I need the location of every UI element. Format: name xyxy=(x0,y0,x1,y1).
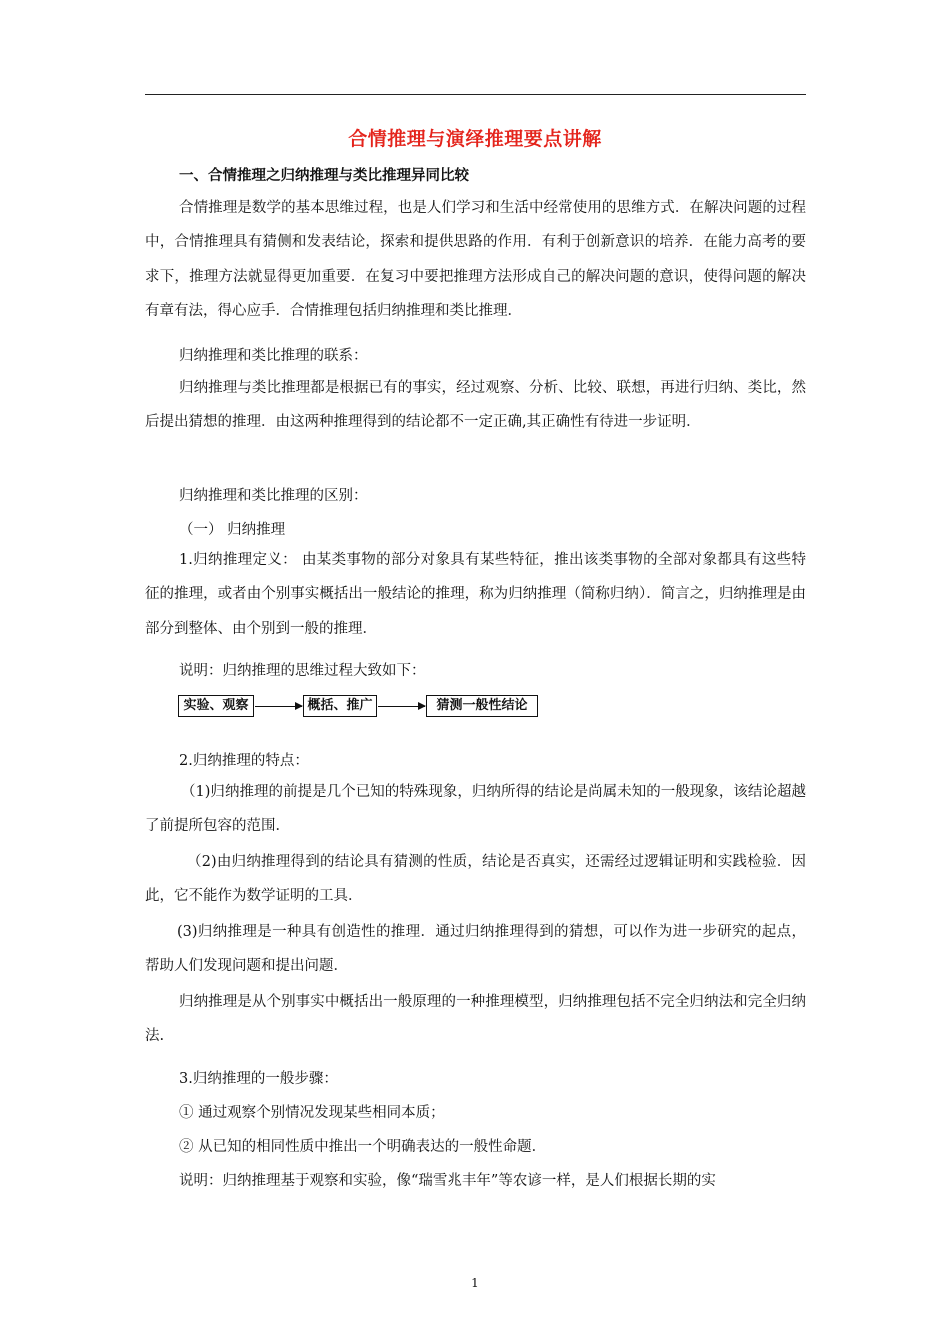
flow-box-generalize: 概括、推广 xyxy=(303,695,377,717)
paragraph-feature-2: （2)由归纳推理得到的结论具有猜测的性质，结论是否真实，还需经过逻辑证明和实践检验．因此，它不能作为数学证明的工具． xyxy=(145,854,806,905)
paragraph-flow-note: 说明：归纳推理的思维过程大致如下： xyxy=(179,663,426,679)
paragraph-model: 归纳推理是从个别事实中概括出一般原理的一种推理模型，归纳推理包括不完全归纳法和完全归纳法. xyxy=(145,994,806,1045)
flow-arrow-2 xyxy=(378,706,425,707)
subsection-heading: （一） 归纳推理 xyxy=(179,522,286,538)
paragraph-steps-heading: 3.归纳推理的一般步骤： xyxy=(179,1071,338,1087)
paragraph-explanation: 说明：归纳推理基于观察和实验，像“瑞雪兆丰年”等农谚一样，是人们根据长期的实 xyxy=(179,1173,716,1189)
flow-diagram xyxy=(178,695,548,719)
flow-arrow-1 xyxy=(255,706,302,707)
page-number: 1 xyxy=(471,1276,479,1290)
paragraph-feature-3: (3)归纳推理是一种具有创造性的推理．通过归纳推理得到的猜想，可以作为进一步研究的起点，帮助人们发现问题和提出问题． xyxy=(145,924,806,975)
paragraph-difference-heading: 归纳推理和类比推理的区别： xyxy=(179,488,368,504)
paragraph-relation-heading: 归纳推理和类比推理的联系： xyxy=(179,348,368,364)
paragraph-relation: 归纳推理与类比推理都是根据已有的事实，经过观察、分析、比较、联想，再进行归纳、类比，然后提出猜想的推理．由这两种推理得到的结论都不一定正确,其正确性有待进一步证明． xyxy=(145,380,806,431)
flow-box-observe: 实验、观察 xyxy=(178,695,254,717)
flow-box-conjecture: 猜测一般性结论 xyxy=(426,695,538,717)
paragraph-features-heading: 2.归纳推理的特点： xyxy=(179,753,309,769)
section-heading: 一、合情推理之归纳推理与类比推理异同比较 xyxy=(179,168,469,184)
paragraph-step-1: ① 通过观察个别情况发现某些相同本质； xyxy=(179,1105,445,1121)
header-rule xyxy=(145,94,806,95)
paragraph-definition: 1.归纳推理定义： 由某类事物的部分对象具有某些特征，推出该类事物的全部对象都具有这些特征的推理，或者由个别事实概括出一般结论的推理，称为归纳推理（简称归纳）．简言之，归纳推理是由部分到整体、由个别到一般的推理． xyxy=(145,552,806,637)
paragraph-feature-1: （1)归纳推理的前提是几个已知的特殊现象，归纳所得的结论是尚属未知的一般现象，该结论超越了前提所包容的范围． xyxy=(145,784,806,835)
paragraph-step-2: ② 从已知的相同性质中推出一个明确表达的一般性命题． xyxy=(179,1139,547,1155)
page-title: 合情推理与演绎推理要点讲解 xyxy=(348,128,602,150)
paragraph-intro: 合情推理是数学的基本思维过程，也是人们学习和生活中经常使用的思维方式．在解决问题的过程中，合情推理具有猜侧和发表结论，探索和提供思路的作用．有利于创新意识的培养．在能力高考的要求下，推理方法就显得更加重要．在复习中要把推理方法形成自己的解决问题的意识，使得问题的解决有章有法，得心应手．合情推理包括归纳推理和类比推理． xyxy=(145,200,806,319)
